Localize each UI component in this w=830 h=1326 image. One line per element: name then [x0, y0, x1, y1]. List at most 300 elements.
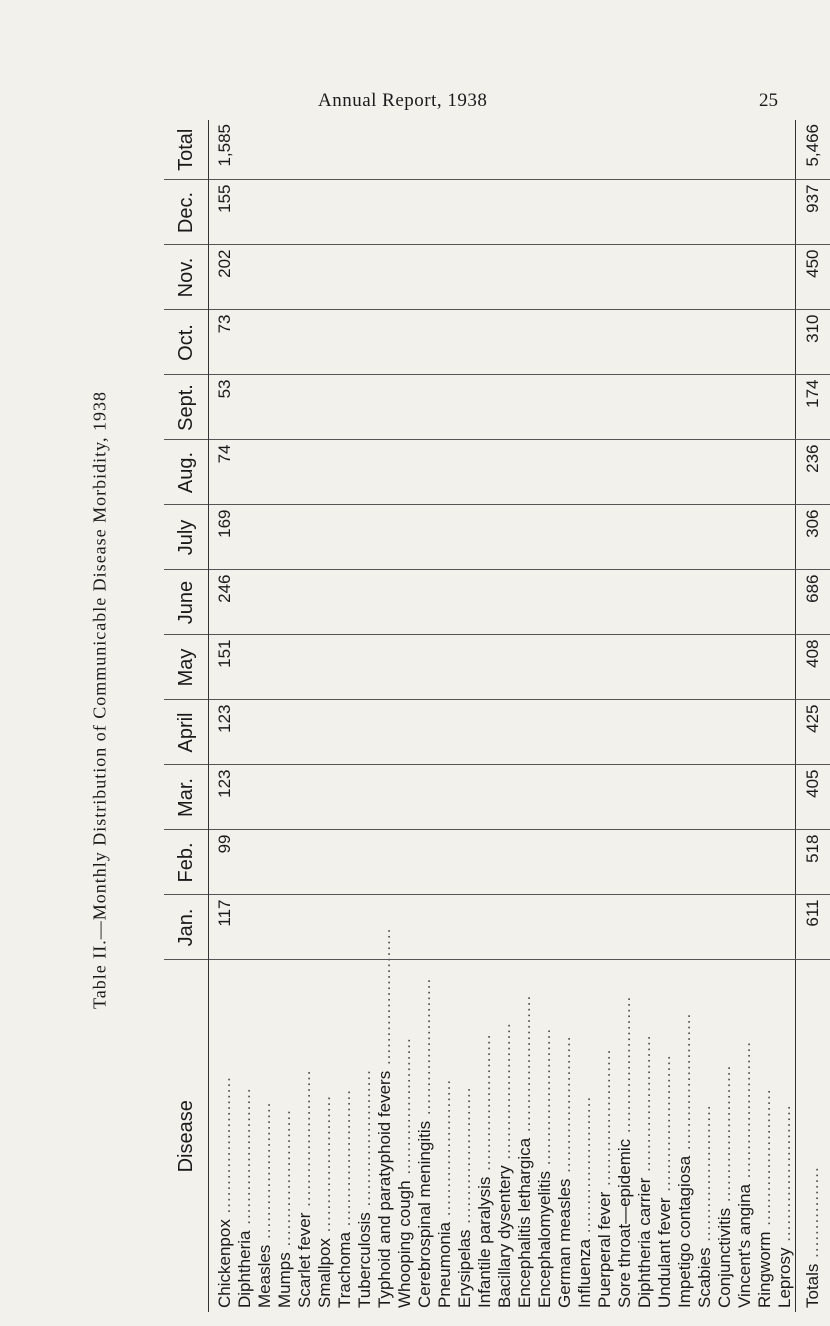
- disease-cell: [209, 960, 236, 1312]
- count-cell: [615, 700, 635, 765]
- leader-dots: ........................: [775, 1104, 794, 1248]
- count-cell: [515, 635, 535, 700]
- header-row: [164, 120, 209, 1312]
- count-cell: [755, 440, 775, 505]
- count-cell: [415, 895, 435, 960]
- count-cell: [275, 895, 295, 960]
- disease-cell: [695, 960, 715, 1312]
- count-cell: [755, 635, 775, 700]
- count-cell: [535, 505, 555, 570]
- count-cell: [495, 700, 515, 765]
- leader-dots: ........................: [515, 994, 534, 1138]
- count-cell: [595, 440, 615, 505]
- leader-dots: ........................: [355, 1069, 374, 1213]
- disease-cell: [775, 960, 796, 1312]
- disease-cell: [455, 960, 475, 1312]
- count-cell: [775, 440, 796, 505]
- disease-name: Bacillary dysentery: [495, 1165, 514, 1308]
- count-cell: [615, 310, 635, 375]
- count-cell: [475, 635, 495, 700]
- count-cell: [655, 765, 675, 830]
- disease-name: Typhoid and paratyphoid fevers: [375, 1070, 394, 1308]
- count-cell: [675, 375, 695, 440]
- disease-name: Whooping cough: [395, 1180, 414, 1308]
- count-cell: [255, 895, 275, 960]
- count-cell: [375, 700, 395, 765]
- count-cell: [715, 700, 735, 765]
- count-cell: [395, 505, 415, 570]
- count-cell: [535, 570, 555, 635]
- count-cell: [595, 245, 615, 310]
- count-cell: [375, 245, 395, 310]
- count-cell: [675, 245, 695, 310]
- disease-cell: [755, 960, 775, 1312]
- count-cell: [575, 895, 595, 960]
- count-cell: [435, 440, 455, 505]
- leader-dots: ........................: [275, 1109, 294, 1253]
- count-cell: [275, 570, 295, 635]
- total-cell: [395, 120, 415, 180]
- count-cell: [315, 700, 335, 765]
- table-row: [315, 120, 335, 1312]
- disease-cell: [735, 960, 755, 1312]
- count-cell: [535, 310, 555, 375]
- column-header: Feb.: [164, 830, 209, 895]
- month-total-cell: 611: [796, 895, 830, 960]
- count-cell: [395, 635, 415, 700]
- count-cell: [315, 310, 335, 375]
- count-cell: 202: [209, 245, 236, 310]
- count-cell: [475, 895, 495, 960]
- count-cell: 123: [209, 765, 236, 830]
- disease-name: Diphtheria: [235, 1230, 254, 1308]
- count-cell: [315, 635, 335, 700]
- total-cell: [735, 120, 755, 180]
- count-cell: [675, 310, 695, 375]
- leader-dots: ........................: [755, 1088, 774, 1232]
- count-cell: [735, 830, 755, 895]
- count-cell: [355, 830, 375, 895]
- count-cell: [595, 310, 615, 375]
- count-cell: [375, 375, 395, 440]
- count-cell: 74: [209, 440, 236, 505]
- count-cell: [515, 180, 535, 245]
- count-cell: [595, 635, 615, 700]
- disease-name: Conjunctivitis: [715, 1207, 734, 1308]
- count-cell: [575, 375, 595, 440]
- count-cell: [495, 895, 515, 960]
- count-cell: [655, 440, 675, 505]
- count-cell: [715, 830, 735, 895]
- count-cell: 155: [209, 180, 236, 245]
- column-header: Total: [164, 120, 209, 180]
- count-cell: [695, 505, 715, 570]
- column-header: May: [164, 635, 209, 700]
- month-total-cell: 405: [796, 765, 830, 830]
- count-cell: [415, 570, 435, 635]
- table-row: [695, 120, 715, 1312]
- disease-cell: [275, 960, 295, 1312]
- count-cell: [595, 375, 615, 440]
- count-cell: [455, 635, 475, 700]
- leader-dots: ........................: [335, 1089, 354, 1233]
- count-cell: [535, 635, 555, 700]
- count-cell: [455, 310, 475, 375]
- disease-name: Ringworm: [755, 1231, 774, 1308]
- count-cell: [355, 505, 375, 570]
- disease-name: Sore throat—epidemic: [615, 1138, 634, 1308]
- count-cell: [255, 830, 275, 895]
- disease-cell: [495, 960, 515, 1312]
- count-cell: [395, 375, 415, 440]
- count-cell: [755, 375, 775, 440]
- count-cell: [755, 505, 775, 570]
- count-cell: [635, 505, 655, 570]
- month-total-cell: 518: [796, 830, 830, 895]
- count-cell: [775, 765, 796, 830]
- count-cell: [355, 570, 375, 635]
- total-cell: [595, 120, 615, 180]
- month-total-cell: 174: [796, 375, 830, 440]
- count-cell: [435, 830, 455, 895]
- count-cell: [495, 505, 515, 570]
- count-cell: [295, 245, 315, 310]
- count-cell: [375, 830, 395, 895]
- count-cell: [775, 180, 796, 245]
- count-cell: [335, 505, 355, 570]
- total-cell: [415, 120, 435, 180]
- count-cell: [535, 440, 555, 505]
- total-cell: [755, 120, 775, 180]
- table-row: [415, 120, 435, 1312]
- rotated-table: [164, 120, 822, 1312]
- count-cell: [735, 700, 755, 765]
- count-cell: [535, 765, 555, 830]
- column-header: April: [164, 700, 209, 765]
- count-cell: [315, 765, 335, 830]
- count-cell: [335, 765, 355, 830]
- month-total-cell: 236: [796, 440, 830, 505]
- column-header: Sept.: [164, 375, 209, 440]
- leader-dots: ........................: [495, 1022, 514, 1166]
- count-cell: [415, 635, 435, 700]
- count-cell: [275, 375, 295, 440]
- leader-dots: ........................: [315, 1094, 334, 1239]
- disease-name: Erysipelas: [455, 1229, 474, 1308]
- leader-dots: ........................: [475, 1033, 494, 1177]
- count-cell: [435, 635, 455, 700]
- running-header: Annual Report, 1938: [318, 90, 488, 111]
- count-cell: [715, 440, 735, 505]
- disease-cell: [315, 960, 335, 1312]
- count-cell: [435, 245, 455, 310]
- count-cell: [515, 505, 535, 570]
- count-cell: [455, 830, 475, 895]
- count-cell: [655, 830, 675, 895]
- count-cell: [715, 895, 735, 960]
- count-cell: [395, 180, 415, 245]
- count-cell: [775, 310, 796, 375]
- leader-dots: ........................: [255, 1101, 274, 1245]
- count-cell: [435, 375, 455, 440]
- count-cell: [715, 180, 735, 245]
- count-cell: [255, 765, 275, 830]
- disease-cell: [635, 960, 655, 1312]
- count-cell: [615, 830, 635, 895]
- count-cell: [235, 830, 255, 895]
- count-cell: [415, 245, 435, 310]
- disease-cell: [675, 960, 695, 1312]
- count-cell: [595, 570, 615, 635]
- count-cell: [615, 440, 635, 505]
- count-cell: [435, 700, 455, 765]
- table-title: Table II.—Monthly Distribution of Communicable Disease Morbidity, 1938: [89, 391, 110, 1009]
- count-cell: [735, 635, 755, 700]
- count-cell: [575, 570, 595, 635]
- month-total-cell: 408: [796, 635, 830, 700]
- count-cell: [335, 180, 355, 245]
- disease-name: Cerebrospinal meningitis: [415, 1120, 434, 1308]
- count-cell: [315, 375, 335, 440]
- count-cell: [295, 570, 315, 635]
- count-cell: [235, 245, 255, 310]
- count-cell: [295, 505, 315, 570]
- month-total-cell: 425: [796, 700, 830, 765]
- count-cell: [335, 570, 355, 635]
- count-cell: [655, 505, 675, 570]
- count-cell: [255, 440, 275, 505]
- count-cell: [335, 375, 355, 440]
- total-cell: [475, 120, 495, 180]
- count-cell: [775, 830, 796, 895]
- table-row: [575, 120, 595, 1312]
- count-cell: [275, 245, 295, 310]
- count-cell: [255, 505, 275, 570]
- month-total-cell: 686: [796, 570, 830, 635]
- leader-dots: ........................: [435, 1078, 454, 1222]
- count-cell: [415, 830, 435, 895]
- count-cell: [475, 505, 495, 570]
- count-cell: [675, 700, 695, 765]
- leader-dots: ........................: [295, 1069, 314, 1213]
- count-cell: [315, 830, 335, 895]
- total-cell: [635, 120, 655, 180]
- count-cell: [655, 700, 675, 765]
- count-cell: [235, 505, 255, 570]
- leader-dots: ................: [803, 1166, 822, 1264]
- count-cell: [775, 700, 796, 765]
- count-cell: [455, 505, 475, 570]
- column-header: Mar.: [164, 765, 209, 830]
- total-cell: [535, 120, 555, 180]
- count-cell: [275, 635, 295, 700]
- count-cell: [735, 375, 755, 440]
- count-cell: [735, 505, 755, 570]
- count-cell: [235, 310, 255, 375]
- count-cell: [695, 180, 715, 245]
- count-cell: [355, 245, 375, 310]
- morbidity-table: [164, 120, 830, 1312]
- table-row: [435, 120, 455, 1312]
- total-cell: [695, 120, 715, 180]
- count-cell: [335, 245, 355, 310]
- count-cell: [295, 830, 315, 895]
- count-cell: [395, 830, 415, 895]
- count-cell: [355, 310, 375, 375]
- count-cell: [515, 570, 535, 635]
- count-cell: [335, 635, 355, 700]
- table-row: [255, 120, 275, 1312]
- count-cell: [315, 180, 335, 245]
- disease-cell: [575, 960, 595, 1312]
- count-cell: [235, 765, 255, 830]
- total-cell: [455, 120, 475, 180]
- count-cell: [255, 245, 275, 310]
- count-cell: [695, 895, 715, 960]
- table-row: [295, 120, 315, 1312]
- disease-name: Scabies: [695, 1247, 714, 1308]
- count-cell: [575, 245, 595, 310]
- count-cell: [255, 180, 275, 245]
- leader-dots: ........................: [235, 1087, 254, 1231]
- count-cell: [255, 700, 275, 765]
- table-row: [209, 120, 236, 1312]
- month-total-cell: 450: [796, 245, 830, 310]
- leader-dots: ........................: [715, 1064, 734, 1208]
- table-row: [235, 120, 255, 1312]
- disease-name: Smallpox: [315, 1238, 334, 1308]
- table-row: [495, 120, 515, 1312]
- total-cell: [275, 120, 295, 180]
- count-cell: [555, 895, 575, 960]
- column-header: Aug.: [164, 440, 209, 505]
- disease-cell: [355, 960, 375, 1312]
- disease-name: Tuberculosis: [355, 1212, 374, 1308]
- count-cell: [375, 505, 395, 570]
- count-cell: [555, 830, 575, 895]
- count-cell: [615, 570, 635, 635]
- count-cell: [355, 895, 375, 960]
- table-row: [335, 120, 355, 1312]
- count-cell: [435, 505, 455, 570]
- count-cell: [735, 245, 755, 310]
- count-cell: [515, 765, 535, 830]
- month-total-cell: 306: [796, 505, 830, 570]
- count-cell: [695, 700, 715, 765]
- disease-name: Encephalomyelitis: [535, 1170, 554, 1308]
- disease-cell: [235, 960, 255, 1312]
- count-cell: [315, 505, 335, 570]
- count-cell: [775, 635, 796, 700]
- count-cell: [635, 375, 655, 440]
- count-cell: [595, 765, 615, 830]
- count-cell: [315, 570, 335, 635]
- count-cell: [635, 570, 655, 635]
- count-cell: [495, 180, 515, 245]
- count-cell: [555, 440, 575, 505]
- count-cell: [375, 765, 395, 830]
- leader-dots: ........................: [575, 1095, 594, 1239]
- count-cell: [235, 375, 255, 440]
- count-cell: [515, 440, 535, 505]
- count-cell: [475, 700, 495, 765]
- count-cell: [775, 505, 796, 570]
- table-row: [775, 120, 796, 1312]
- count-cell: [695, 830, 715, 895]
- table-row: [275, 120, 295, 1312]
- total-cell: [495, 120, 515, 180]
- count-cell: [435, 895, 455, 960]
- totals-row: [796, 120, 830, 1312]
- count-cell: [535, 245, 555, 310]
- disease-name: Measles: [255, 1244, 274, 1308]
- count-cell: [715, 765, 735, 830]
- column-header: Nov.: [164, 245, 209, 310]
- count-cell: [755, 245, 775, 310]
- count-cell: [475, 180, 495, 245]
- count-cell: [455, 700, 475, 765]
- month-total-cell: 310: [796, 310, 830, 375]
- count-cell: [515, 310, 535, 375]
- table-row: [355, 120, 375, 1312]
- count-cell: 169: [209, 505, 236, 570]
- count-cell: [475, 310, 495, 375]
- count-cell: [575, 830, 595, 895]
- table-row: [515, 120, 535, 1312]
- total-cell: [715, 120, 735, 180]
- count-cell: [595, 180, 615, 245]
- count-cell: [255, 635, 275, 700]
- count-cell: [435, 180, 455, 245]
- count-cell: [515, 245, 535, 310]
- count-cell: [275, 440, 295, 505]
- leader-dots: ........................: [735, 1040, 754, 1185]
- count-cell: [735, 310, 755, 375]
- table-row: [375, 120, 395, 1312]
- count-cell: [295, 635, 315, 700]
- count-cell: [295, 895, 315, 960]
- total-cell: [555, 120, 575, 180]
- count-cell: [695, 570, 715, 635]
- count-cell: [555, 180, 575, 245]
- leader-dots: ........................: [215, 1076, 234, 1220]
- disease-cell: [535, 960, 555, 1312]
- disease-cell: [335, 960, 355, 1312]
- count-cell: [635, 635, 655, 700]
- count-cell: [315, 245, 335, 310]
- count-cell: [235, 895, 255, 960]
- count-cell: [595, 895, 615, 960]
- count-cell: [275, 830, 295, 895]
- disease-cell: [615, 960, 635, 1312]
- count-cell: [755, 765, 775, 830]
- leader-dots: ........................: [415, 977, 434, 1121]
- disease-name: Scarlet fever: [295, 1212, 314, 1308]
- total-cell: [255, 120, 275, 180]
- count-cell: [775, 570, 796, 635]
- disease-cell: [435, 960, 455, 1312]
- count-cell: [395, 895, 415, 960]
- count-cell: [395, 570, 415, 635]
- count-cell: [295, 700, 315, 765]
- disease-name: Diphtheria carrier: [635, 1177, 654, 1308]
- count-cell: [455, 375, 475, 440]
- leader-dots: ........................: [455, 1086, 474, 1230]
- count-cell: [555, 505, 575, 570]
- count-cell: [415, 375, 435, 440]
- count-cell: [495, 765, 515, 830]
- leader-dots: ........................: [675, 1012, 694, 1156]
